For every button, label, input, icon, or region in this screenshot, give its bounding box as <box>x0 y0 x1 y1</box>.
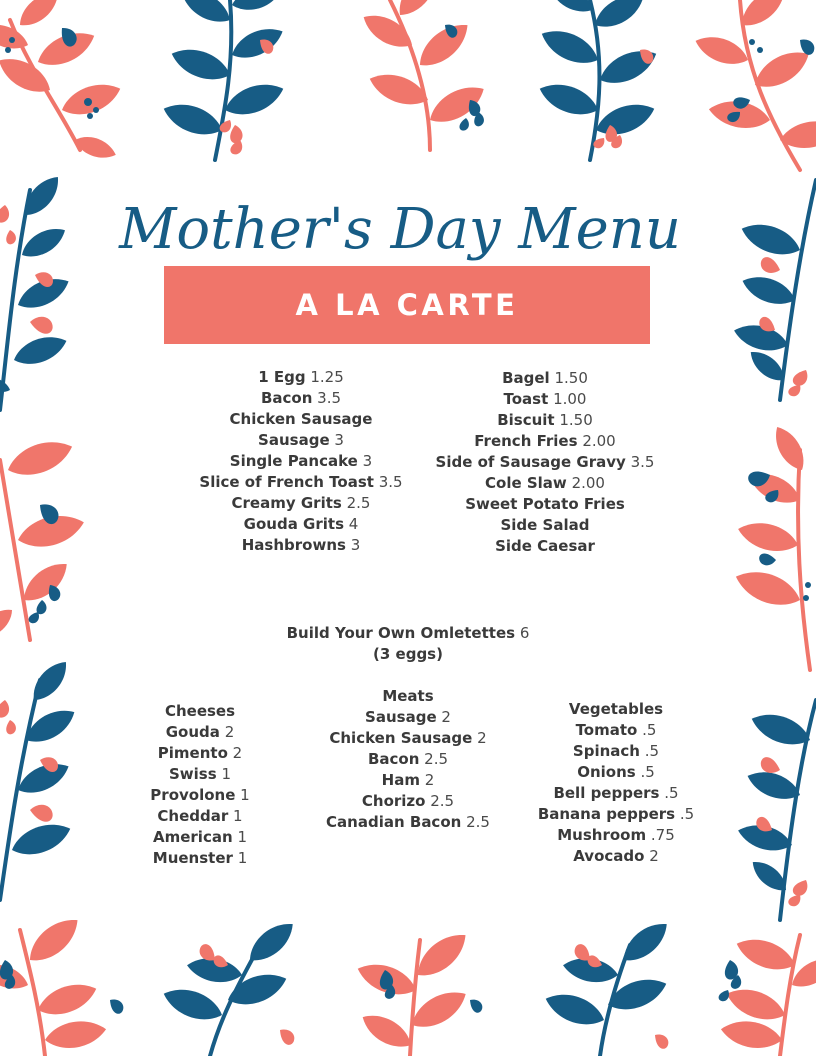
item-name: Avocado <box>573 847 645 865</box>
item-name: Tomato <box>575 721 638 739</box>
menu-item <box>120 764 280 785</box>
menu-item <box>424 536 666 557</box>
item-price: 2 <box>477 729 487 747</box>
item-name: Provolone <box>150 786 236 804</box>
sprig-bottom-5 <box>718 932 816 1056</box>
item-price: 3 <box>362 452 373 470</box>
menu-item <box>120 785 280 806</box>
omelette-section <box>258 623 558 665</box>
item-price: .5 <box>642 721 657 739</box>
item-price: 1 <box>240 786 250 804</box>
item-price: .75 <box>650 826 675 844</box>
item-name: Hashbrowns <box>241 536 346 554</box>
item-name: Toast <box>503 390 549 408</box>
menu-item <box>180 514 422 535</box>
meats-header: Meats <box>382 687 434 705</box>
item-price: 1 <box>233 807 243 825</box>
sprig-left-3 <box>0 655 80 900</box>
item-price: 2 <box>441 708 451 726</box>
item-price: 3.5 <box>378 473 403 491</box>
menu-item <box>120 743 280 764</box>
item-name: Ham <box>381 771 420 789</box>
item-name: Muenster <box>152 849 233 867</box>
item-name: Bacon <box>260 389 313 407</box>
menu-item <box>526 720 706 741</box>
omelette-title <box>258 623 558 644</box>
item-name: Banana peppers <box>537 805 676 823</box>
item-name: Side Caesar <box>495 537 595 555</box>
item-price: 2.5 <box>466 813 490 831</box>
item-name: Bacon <box>367 750 420 768</box>
item-name: Bagel <box>502 369 550 387</box>
menu-item <box>308 770 508 791</box>
menu-title-text: Mother's Day Menu <box>119 197 681 262</box>
menu-item <box>308 707 508 728</box>
item-name: Gouda Grits <box>243 515 344 533</box>
cheeses-column <box>120 701 280 869</box>
item-price: 2.5 <box>430 792 455 810</box>
sprig-left-2 <box>0 433 88 644</box>
a-la-carte-banner <box>164 266 650 344</box>
item-name: French Fries <box>474 432 578 450</box>
item-name: Bell peppers <box>553 784 660 802</box>
item-name: Side Salad <box>500 516 590 534</box>
sprig-right-1 <box>731 180 816 400</box>
menu-item <box>424 410 666 431</box>
menu-title <box>119 188 681 268</box>
menu-item <box>120 827 280 848</box>
item-name: Cole Slaw <box>485 474 567 492</box>
sprig-bottom-1 <box>0 910 125 1056</box>
item-name: Sausage <box>258 431 330 449</box>
item-price: 2 <box>424 771 435 789</box>
item-name: Spinach <box>572 742 640 760</box>
item-price: 2.5 <box>424 750 449 768</box>
menu-item <box>424 389 666 410</box>
item-price: 2 <box>224 723 235 741</box>
meats-column <box>308 686 508 833</box>
menu-item <box>526 741 706 762</box>
item-name: Creamy Grits <box>231 494 342 512</box>
menu-item <box>308 749 508 770</box>
vegetables-header: Vegetables <box>568 700 664 718</box>
item-name: Chicken Sausage <box>229 410 373 428</box>
menu-item <box>180 409 422 430</box>
cheeses-header: Cheeses <box>164 702 236 720</box>
menu-item <box>180 430 422 451</box>
sprig-bottom-2 <box>159 915 300 1056</box>
item-name: American <box>153 828 233 846</box>
item-price: 1 <box>221 765 231 783</box>
menu-item <box>308 728 508 749</box>
item-price: 4 <box>348 515 359 533</box>
sprig-left-1 <box>0 170 73 410</box>
sprig-top-4 <box>535 0 661 160</box>
menu-item <box>424 431 666 452</box>
item-name: Sweet Potato Fries <box>465 495 625 513</box>
sprig-top-2 <box>159 0 287 160</box>
sprig-top-right <box>692 0 816 170</box>
item-name: Onions <box>577 763 636 781</box>
menu-item <box>424 473 666 494</box>
item-name: Side of Sausage Gravy <box>435 453 626 471</box>
item-price: 1.50 <box>554 369 588 387</box>
item-name: Slice of French Toast <box>199 473 374 491</box>
menu-item <box>308 812 508 833</box>
item-name: Cheddar <box>157 807 229 825</box>
menu-item <box>424 452 666 473</box>
menu-item <box>180 535 422 556</box>
item-price: 3.5 <box>630 453 655 471</box>
item-price: 1 <box>237 849 248 867</box>
sprig-bottom-3 <box>353 925 484 1056</box>
item-price: 1 <box>237 828 247 846</box>
menu-item <box>526 825 706 846</box>
item-name: Pimento <box>157 744 228 762</box>
item-price: 2.5 <box>346 494 371 512</box>
item-name: Biscuit <box>497 411 555 429</box>
menu-item <box>526 762 706 783</box>
sprig-right-2 <box>731 422 811 670</box>
item-price: 2.00 <box>582 432 616 450</box>
menu-text: (3 eggs) <box>373 645 443 663</box>
menu-item <box>424 494 666 515</box>
menu-item <box>180 367 422 388</box>
menu-item <box>180 472 422 493</box>
item-name: Swiss <box>169 765 217 783</box>
menu-item <box>308 791 508 812</box>
menu-item <box>526 783 706 804</box>
menu-item <box>180 388 422 409</box>
item-name: Sausage <box>365 708 437 726</box>
menu-item <box>424 515 666 536</box>
item-price: 2 <box>232 744 243 762</box>
menu-item <box>120 848 280 869</box>
sprig-right-3 <box>735 700 816 920</box>
menu-item <box>120 722 280 743</box>
item-price: 1.25 <box>310 368 344 386</box>
menu-item <box>180 493 422 514</box>
right-items-column <box>424 368 666 557</box>
item-price: .5 <box>644 742 660 760</box>
item-price: .5 <box>640 763 655 781</box>
menu-item <box>120 806 280 827</box>
item-price: 6 <box>519 624 530 642</box>
menu-item <box>180 451 422 472</box>
item-name: Chorizo <box>361 792 426 810</box>
menu-item <box>424 368 666 389</box>
left-items-column <box>180 367 422 556</box>
menu-item <box>526 846 706 867</box>
sprig-top-3 <box>358 0 490 150</box>
item-price: 3.5 <box>317 389 342 407</box>
item-name: Chicken Sausage <box>329 729 473 747</box>
menu-item <box>526 804 706 825</box>
item-price: 2 <box>649 847 659 865</box>
item-name: Build Your Own Omletettes <box>286 624 516 642</box>
item-price: 2.00 <box>571 474 605 492</box>
sprig-bottom-4 <box>541 915 674 1056</box>
item-name: Single Pancake <box>229 452 358 470</box>
item-price: 1.00 <box>553 390 587 408</box>
vegetables-column <box>526 699 706 867</box>
item-name: 1 Egg <box>258 368 306 386</box>
item-name: Gouda <box>165 723 220 741</box>
item-price: 3 <box>334 431 344 449</box>
item-price: 3 <box>350 536 361 554</box>
item-name: Canadian Bacon <box>326 813 462 831</box>
item-price: .5 <box>679 805 695 823</box>
item-name: Mushroom <box>557 826 647 844</box>
banner-label: A LA CARTE <box>295 288 519 322</box>
omelette-note <box>258 644 558 665</box>
item-price: 1.50 <box>559 411 593 429</box>
item-price: .5 <box>664 784 679 802</box>
sprig-top-left <box>0 0 125 163</box>
